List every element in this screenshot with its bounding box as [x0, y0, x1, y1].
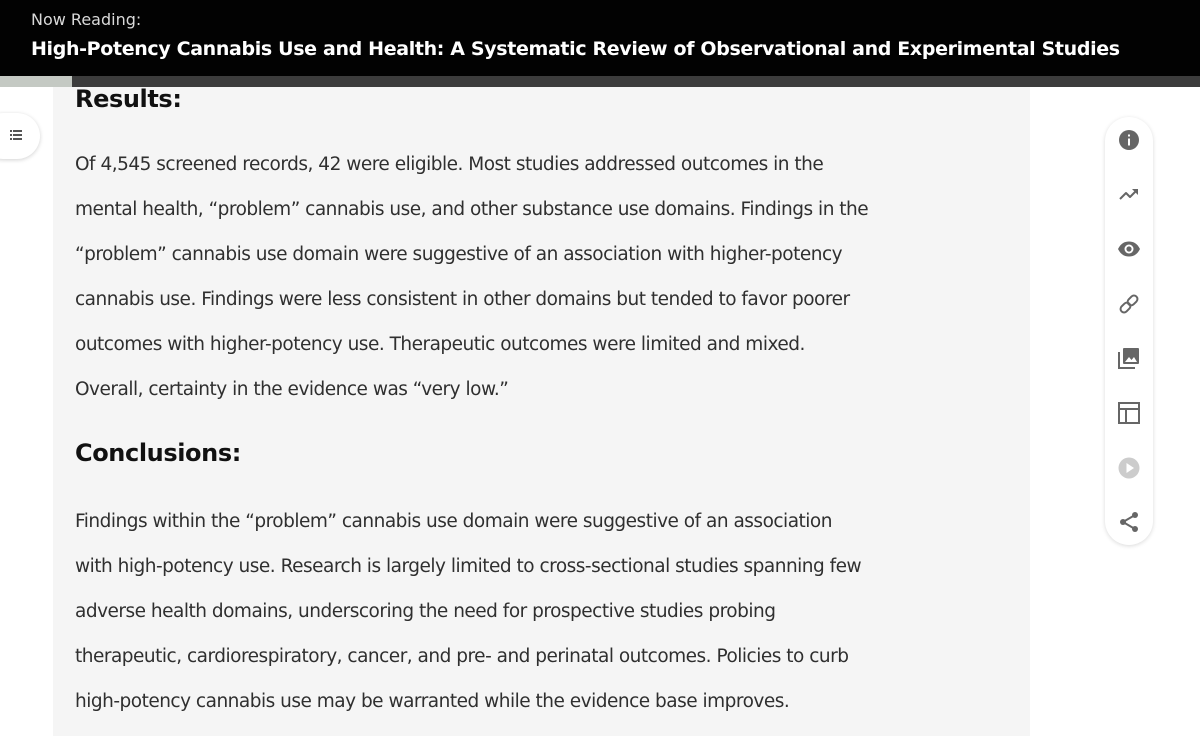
table-icon	[1117, 401, 1141, 425]
conclusions-heading: Conclusions:	[75, 439, 241, 467]
metrics-button[interactable]	[1117, 182, 1141, 206]
results-line: mental health, “problem” cannabis use, and other substance use domains. Findings in the	[75, 199, 869, 220]
reading-header	[0, 0, 1200, 76]
now-reading-label: Now Reading:	[31, 10, 142, 29]
results-paragraph	[75, 142, 1015, 412]
results-heading: Results:	[75, 87, 182, 113]
info-icon	[1117, 128, 1141, 152]
link-icon	[1117, 292, 1141, 316]
image-gallery-icon	[1117, 346, 1141, 370]
copy-link-button[interactable]	[1117, 292, 1141, 316]
table-of-contents-button[interactable]	[0, 113, 40, 159]
article-body	[53, 87, 1030, 736]
play-icon	[1117, 456, 1141, 480]
figures-button[interactable]	[1117, 346, 1141, 370]
article-info-button[interactable]	[1117, 128, 1141, 152]
conclusions-paragraph	[75, 499, 1015, 724]
conclusions-line: Findings within the “problem” cannabis use domain were suggestive of an association	[75, 511, 832, 532]
conclusions-line: high-potency cannabis use may be warranted while the evidence base improves.	[75, 691, 790, 712]
conclusions-line: therapeutic, cardiorespiratory, cancer, and pre- and perinatal outcomes. Policies to curb	[75, 646, 849, 667]
results-line: Overall, certainty in the evidence was “very low.”	[75, 379, 509, 400]
conclusions-line: with high-potency use. Research is largely limited to cross-sectional studies spanning few	[75, 556, 862, 577]
results-line: Of 4,545 screened records, 42 were eligible. Most studies addressed outcomes in the	[75, 154, 824, 175]
list-icon	[10, 130, 22, 140]
results-line: cannabis use. Findings were less consistent in other domains but tended to favor poorer	[75, 289, 850, 310]
trending-up-icon	[1117, 182, 1141, 206]
reading-progress-fill	[0, 76, 72, 87]
media-button[interactable]	[1117, 456, 1141, 480]
share-icon	[1117, 510, 1141, 534]
conclusions-line: adverse health domains, underscoring the need for prospective studies probing	[75, 601, 776, 622]
results-line: outcomes with higher-potency use. Therapeutic outcomes were limited and mixed.	[75, 334, 805, 355]
article-tools-toolbar	[1105, 117, 1153, 545]
eye-icon	[1117, 237, 1141, 261]
reading-progress-bar	[0, 76, 1200, 87]
share-button[interactable]	[1117, 510, 1141, 534]
results-line: “problem” cannabis use domain were suggestive of an association with higher-potency	[75, 244, 843, 265]
views-button[interactable]	[1117, 237, 1141, 261]
article-title: High-Potency Cannabis Use and Health: A Systematic Review of Observational and Experimental Studies	[31, 38, 1120, 60]
tables-button[interactable]	[1117, 401, 1141, 425]
